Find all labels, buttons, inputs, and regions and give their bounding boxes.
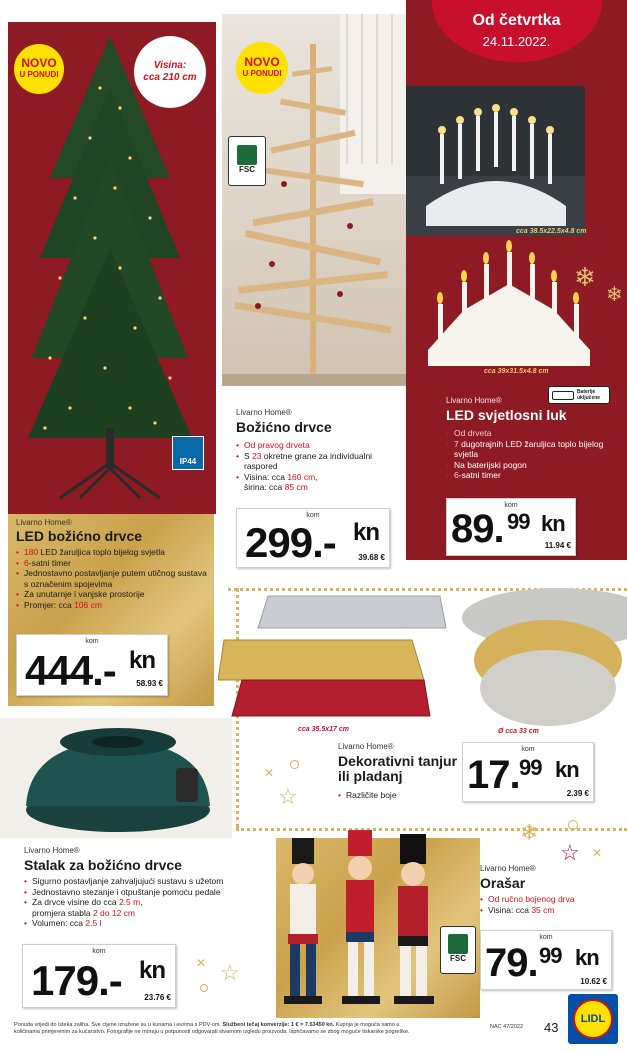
sparkle-icon: ✕ <box>196 956 207 970</box>
wood-title: Božićno drvce <box>236 419 332 435</box>
badge-line2: U PONUDI <box>19 70 59 79</box>
ip-label: IP44 <box>179 457 197 466</box>
price-eur: 11.94 € <box>544 541 571 550</box>
battery-icon <box>548 386 610 404</box>
nut-title: Orašar <box>480 875 526 891</box>
nut-feature: • Od ručno bojenog drva <box>480 894 620 905</box>
led-feature: • 7 dugotrajnih LED žaruljica toplo bijelog svjetla <box>446 439 612 460</box>
led-price-box <box>446 498 576 556</box>
stand-brand: Livarno Home® <box>24 846 80 855</box>
novo-badge-wood <box>236 42 288 94</box>
lidl-logo <box>568 994 618 1044</box>
price-int: 89. <box>451 507 504 551</box>
fsc-label: FSC <box>450 954 466 963</box>
stand-feature: • Za drvce visine do cca 2.5 m, promjera stabla 2 do 12 cm <box>24 897 274 918</box>
wood-price-box <box>236 508 390 568</box>
wood-features <box>236 440 402 493</box>
price-eur: 23.76 € <box>144 993 171 1002</box>
footer-text: Ponuda vrijedi do isteka zaliha. Sve cijene izražene su u kunama i eurima s PDV-om. <box>14 1022 223 1028</box>
led-arch-product <box>424 240 594 370</box>
height-badge-line2: cca 210 cm <box>143 72 197 83</box>
tree-feature: • Jednostavno postavljanje putem utičnog sustava s označenim spojevima <box>16 568 208 589</box>
led-feature: • Na baterijski pogon <box>446 460 612 471</box>
kom-label: kom <box>521 746 535 753</box>
tree-feature: • Promjer: cca 106 cm <box>16 600 208 611</box>
price-value: 179.- <box>31 957 122 1004</box>
circle-icon <box>568 820 578 830</box>
plate-title: Dekorativni tanjur ili pladanj <box>338 753 458 784</box>
snowflake-icon: ❄ <box>606 284 623 306</box>
stand-feature: • Volumen: cca 2.5 l <box>24 918 274 929</box>
ip44-icon <box>172 436 204 470</box>
tree-feature: • 180 LED žaruljica toplo bijelog svjetla <box>16 547 208 558</box>
price-value: 299.- <box>245 519 336 566</box>
currency-kn: kn <box>353 519 380 546</box>
currency-kn: kn <box>555 757 579 782</box>
battery-label: Baterije uključene <box>577 389 601 401</box>
star-icon: ☆ <box>278 784 298 809</box>
tree-brand: Livarno Home® <box>16 518 72 527</box>
wood-feature: • S 23 okretne grane za individualni raspored <box>236 451 402 472</box>
nut-brand: Livarno Home® <box>480 864 536 873</box>
nut-features <box>480 894 620 915</box>
price-int: 17. <box>467 753 520 797</box>
plate-feature: • Različite boje <box>338 790 458 801</box>
footer-text: Kupnja je moguća samo u <box>334 1022 400 1028</box>
tree-feature: • 6-satni timer <box>16 558 208 569</box>
star-icon: ☆ <box>220 960 240 985</box>
plate-price-box <box>462 742 594 802</box>
fsc-icon <box>228 136 266 186</box>
wood-brand: Livarno Home® <box>236 408 292 417</box>
stand-title: Stalak za božićno drvce <box>24 857 182 873</box>
led-dim-1: cca 38.5x22.5x4.8 cm <box>516 228 587 235</box>
stand-feature: • Sigurno postavljanje zahvaljujući sustavu s užetom <box>24 876 274 887</box>
price-eur: 39.68 € <box>358 553 385 562</box>
stand-feature: • Jednostavno stezanje i otpuštanje pomoću pedale <box>24 887 274 898</box>
currency-kn: kn <box>541 511 565 536</box>
footer-disclaimer <box>14 1022 484 1036</box>
nut-price-box <box>480 930 612 990</box>
led-features <box>446 428 612 481</box>
fsc-label: FSC <box>239 165 255 174</box>
led-feature: • 6-satni timer <box>446 470 612 481</box>
badge-line1: NOVO <box>244 55 280 69</box>
snowflake-icon: ❄ <box>520 820 539 845</box>
sparkle-icon: ✕ <box>264 766 275 780</box>
fsc-icon <box>440 926 476 974</box>
price-eur: 58.93 € <box>136 679 163 688</box>
price-dec: 99 <box>507 509 530 534</box>
stand-features <box>24 876 274 929</box>
price-dec: 99 <box>519 755 542 780</box>
nut-feature: • Visina: cca 35 cm <box>480 905 620 916</box>
kom-label: kom <box>539 934 553 941</box>
stand-price-box <box>22 944 176 1008</box>
currency-kn: kn <box>139 957 166 984</box>
led-title: LED svjetlosni luk <box>446 407 567 423</box>
badge-line2: U PONUDI <box>242 69 282 78</box>
header-date-line1: Od četvrtka <box>472 12 561 29</box>
lidl-logo-text: LIDL <box>573 999 613 1039</box>
nutcracker-image <box>276 826 480 1018</box>
height-badge <box>134 36 206 108</box>
price-int: 79. <box>485 941 538 985</box>
led-dim-2: cca 39x31.5x4.8 cm <box>484 368 549 375</box>
plate-brand: Livarno Home® <box>338 742 394 751</box>
tree-stand-image <box>0 718 232 838</box>
page-number: 43 <box>544 1020 559 1035</box>
plate-features <box>338 790 458 801</box>
badge-line1: NOVO <box>21 56 57 70</box>
height-badge-line1: Visina: <box>153 60 187 71</box>
kom-label: kom <box>85 638 99 645</box>
price-eur: 10.62 € <box>580 977 607 986</box>
plates-image <box>218 588 627 738</box>
currency-kn: kn <box>129 647 156 674</box>
led-brand: Livarno Home® <box>446 396 502 405</box>
tree-title: LED božićno drvce <box>16 528 143 544</box>
led-feature: • Od drveta <box>446 428 612 439</box>
wood-feature: • Visina: cca 160 cm, širina: cca 85 cm <box>236 472 402 493</box>
led-arch-photo <box>406 86 585 236</box>
footer-rate: Službeni tečaj konverzije: 1 € = 7.53450 kn. <box>222 1022 335 1028</box>
sparkle-icon: ✕ <box>592 846 603 860</box>
currency-kn: kn <box>575 945 599 970</box>
footer-code: NAC 47/2022 <box>490 1024 524 1030</box>
plate-dim-2: Ø cca 33 cm <box>498 728 539 735</box>
snowflake-icon: ❄ <box>574 262 596 292</box>
novo-badge-tree <box>14 44 64 94</box>
kom-label: kom <box>504 502 518 509</box>
plate-dim-1: cca 35.5x17 cm <box>298 726 349 733</box>
tree-price-box <box>16 634 168 696</box>
price-value: 444.- <box>25 647 116 694</box>
footer-text: količinama primjerenim za kućanstvo. Fotografije ne moraju u potpunosti odgovarati stvarnom izgledu proizvoda. Ispričavamo se zbog moguće tiskarske pogreške. <box>14 1029 410 1035</box>
tree-features <box>16 547 208 610</box>
circle-icon <box>200 984 208 992</box>
price-eur: 2.39 € <box>566 789 589 798</box>
header-date-line2: 24.11.2022. <box>482 34 551 49</box>
wood-feature: • Od pravog drveta <box>236 440 402 451</box>
star-icon: ☆ <box>560 840 580 865</box>
circle-icon <box>290 760 299 769</box>
kom-label: kom <box>92 948 106 955</box>
price-dec: 99 <box>539 943 562 968</box>
tree-feature: • Za unutarnje i vanjske prostorije <box>16 589 208 600</box>
kom-label: kom <box>306 512 320 519</box>
